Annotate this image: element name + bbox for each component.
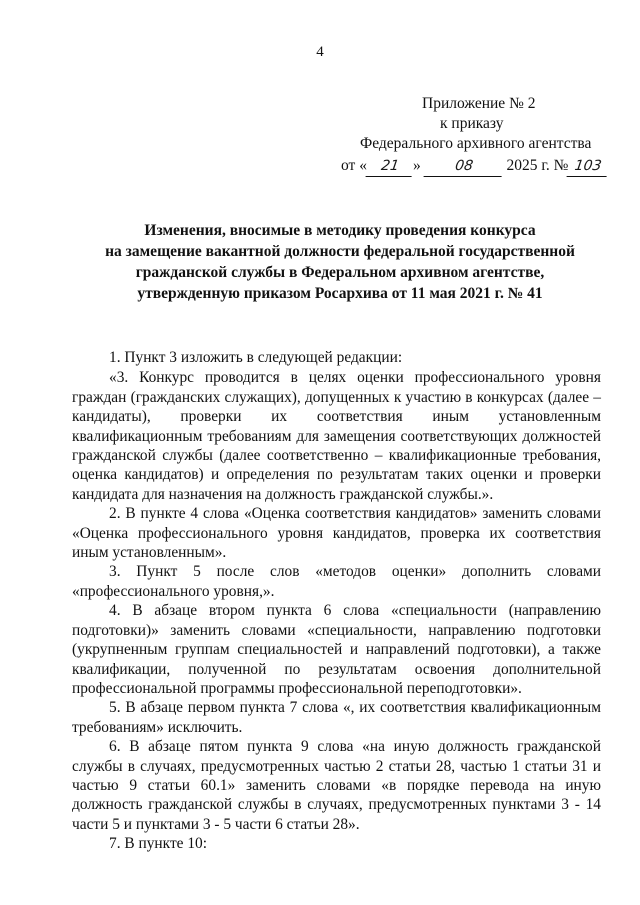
appendix-line-2: к приказу	[440, 115, 504, 132]
paragraph-6: 5. В абзаце первом пункта 7 слова «, их соответствия квалификационным требованиям» исключить.	[72, 699, 601, 736]
handwritten-month: 08	[423, 156, 504, 177]
paragraph-5: 4. В абзаце втором пункта 6 слова «специальности (направлению подготовки)» заменить словами «специальности, направлению подготовки (укрупненным группам специальностей и направлений подготовки), а также квалификации, полученной по результатам освоения дополнительной профессиональной программы профессиональной переподготовки».	[72, 602, 601, 697]
appendix-block	[330, 94, 610, 177]
page-number: 4	[316, 44, 324, 60]
paragraph-3: 2. В пункте 4 слова «Оценка соответствия кандидатов» заменить словами «Оценка профессионального уровня кандидатов, проверка их соответствия иным установленным».	[72, 505, 601, 562]
title-line-3: гражданской службы в Федеральном архивном агентстве,	[135, 264, 545, 281]
document-title	[70, 220, 610, 304]
paragraph-7: 6. В абзаце пятом пункта 9 слова «на иную должность гражданской службы в случаях, предусмотренных частью 2 статьи 28, частью 1 статьи 31 и частью 9 статьи 60.1» заменить словами «в порядке перевода на иную должность гражданской службы в случаях, предусмотренных пунктами 3 - 14 части 5 и пунктами 3 - 5 части 6 статьи 28».	[72, 738, 601, 833]
appendix-line-3: Федерального архивного агентства	[360, 135, 592, 152]
handwritten-day: 21	[365, 156, 414, 177]
title-line-4: утвержденную приказом Росархива от 11 мая 2021 г. № 41	[137, 285, 543, 302]
paragraph-4: 3. Пункт 5 после слов «методов оценки» дополнить словами «профессионального уровня,».	[72, 563, 601, 600]
date-mid: »	[412, 157, 421, 174]
handwritten-order-number: 103	[567, 156, 610, 177]
year-text: 2025 г. №	[506, 157, 569, 174]
title-line-1: Изменения, вносимые в методику проведения конкурса	[144, 222, 536, 239]
paragraph-2: «3. Конкурс проводится в целях оценки профессионального уровня граждан (гражданских служащих), допущенных к участию в конкурсах (далее – кандидаты), проверки их соответствия иным установленным квалификационным требованиям для замещения соответствующих должностей гражданской службы (далее соответственно – квалификационные требования, оценка кандидатов) и определения по результатам таких оценки и проверки кандидата для назначения на должность гражданской службы.».	[72, 369, 601, 503]
appendix-line-1: Приложение № 2	[422, 95, 536, 112]
paragraph-1: 1. Пункт 3 изложить в следующей редакции:	[109, 349, 403, 366]
document-body	[72, 348, 601, 854]
appendix-date-line	[330, 156, 610, 177]
paragraph-8: 7. В пункте 10:	[109, 835, 208, 853]
title-line-2: на замещение вакантной должности федеральной государственной	[105, 243, 575, 260]
date-prefix: от «	[341, 157, 367, 174]
